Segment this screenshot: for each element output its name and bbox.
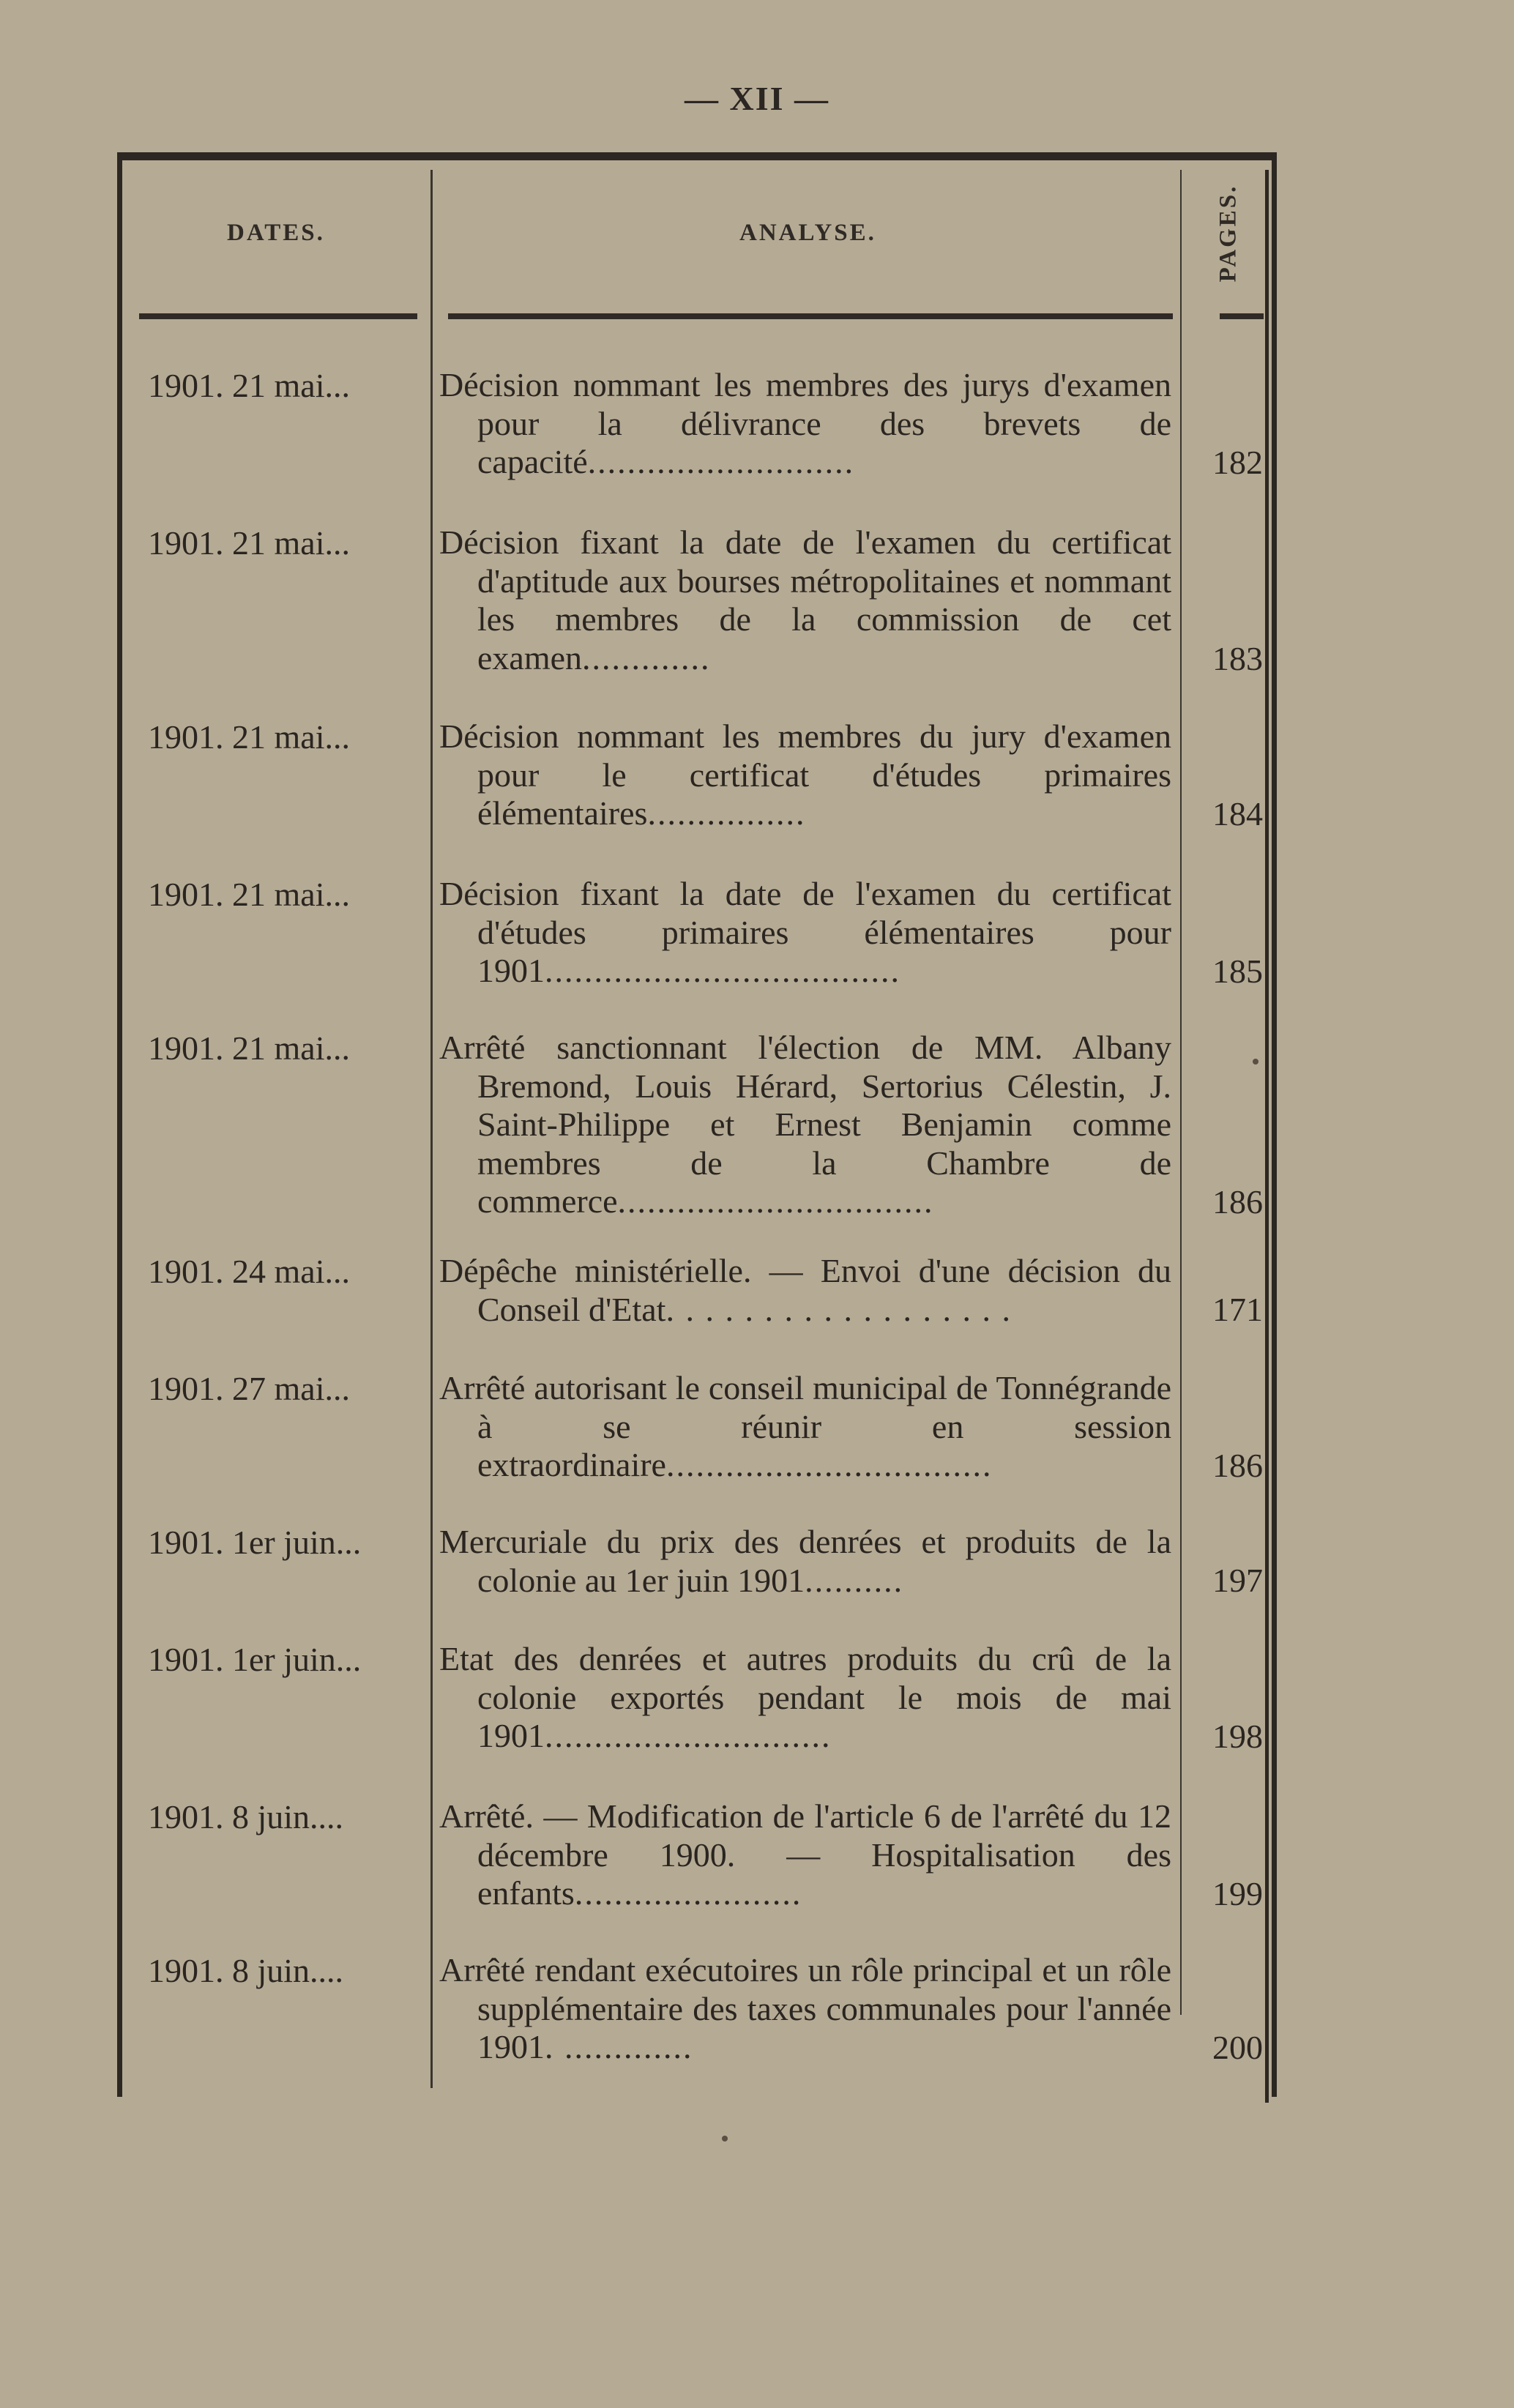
- header-dates: DATES.: [227, 220, 325, 246]
- entry-leaders: ..........: [805, 1561, 904, 1599]
- entry-page: 184: [1212, 795, 1263, 832]
- entry-page: 186: [1212, 1183, 1263, 1220]
- header-rule-pages: [1220, 313, 1264, 319]
- entry-analysis: [439, 1029, 1171, 1221]
- entry-page: 183: [1212, 640, 1263, 677]
- entry-analysis: [439, 523, 1171, 677]
- entry-date: 1901. 27 mai...: [148, 1370, 350, 1407]
- ink-speck: [722, 2136, 728, 2142]
- entry-text: Arrêté rendant exécutoires un rôle principal et un rôle supplémentaire des taxes communales pour l'année 1901: [439, 1951, 1171, 2065]
- entry-date: 1901. 21 mai...: [148, 1029, 350, 1067]
- entry-date: 1901. 1er juin...: [148, 1524, 362, 1561]
- entry-text: Dépêche ministérielle. — Envoi d'une décision du Conseil d'Etat: [439, 1252, 1171, 1328]
- entry-leaders: .......................: [574, 1874, 802, 1912]
- entry-leaders: .............................: [545, 1717, 832, 1754]
- column-divider-dates: [430, 170, 433, 2088]
- entry-leaders: ....................................: [545, 952, 900, 989]
- entry-text: Etat des denrées et autres produits du crû de la colonie exportés pendant le mois de mai 1901: [439, 1640, 1171, 1754]
- entry-text: Mercuriale du prix des denrées et produits de la colonie au 1er juin 1901: [439, 1523, 1171, 1599]
- entry-page: 185: [1212, 953, 1263, 990]
- entry-page: 182: [1212, 444, 1263, 481]
- entry-date: 1901. 21 mai...: [148, 718, 350, 756]
- entry-leaders: ................................: [617, 1182, 934, 1220]
- page-folio: — XII —: [684, 80, 830, 117]
- entry-page: 198: [1212, 1718, 1263, 1755]
- column-divider-analyse: [1180, 170, 1182, 2015]
- entry-text: Décision nommant les membres du jury d'examen pour le certificat d'études primaires élémentaires: [439, 717, 1171, 832]
- entry-leaders: . .............: [545, 2028, 693, 2065]
- entry-text: Arrêté autorisant le conseil municipal de Tonnégrande à se réunir en session extraordinaire: [439, 1369, 1171, 1483]
- entry-analysis: [439, 366, 1171, 482]
- header-rule-dates: [139, 313, 417, 319]
- entry-leaders: ................: [647, 794, 806, 832]
- entry-date: 1901. 24 mai...: [148, 1253, 350, 1290]
- entry-page: 197: [1212, 1562, 1263, 1599]
- entry-analysis: [439, 1951, 1171, 2067]
- entry-date: 1901. 21 mai...: [148, 524, 350, 562]
- entry-page: 186: [1212, 1447, 1263, 1484]
- entry-text: Décision fixant la date de l'examen du certificat d'aptitude aux bourses métropolitaines et nommant les membres de la commission de cet examen: [439, 523, 1171, 676]
- entry-leaders: ...........................: [587, 443, 855, 480]
- entry-analysis: [439, 1640, 1171, 1756]
- column-divider-pages: [1265, 170, 1269, 2103]
- entry-date: 1901. 8 juin....: [148, 1952, 344, 1989]
- entry-text: Décision fixant la date de l'examen du certificat d'études primaires élémentaires pour 1901: [439, 875, 1171, 989]
- entry-analysis: [439, 717, 1171, 833]
- entry-analysis: [439, 1797, 1171, 1913]
- entry-text: Arrêté sanctionnant l'élection de MM. Albany Bremond, Louis Hérard, Sertorius Célestin, J. Saint-Philippe et Ernest Benjamin comme membres de la Chambre de commerce: [439, 1029, 1171, 1220]
- entry-leaders: .................................: [665, 1446, 993, 1483]
- entry-leaders: . . . . . . . . . . . . . . . . . .: [665, 1290, 1012, 1328]
- entry-analysis: [439, 1369, 1171, 1485]
- ink-speck: [1253, 1059, 1258, 1065]
- entry-date: 1901. 21 mai...: [148, 367, 350, 404]
- entry-date: 1901. 21 mai...: [148, 876, 350, 913]
- entry-date: 1901. 8 juin....: [148, 1798, 344, 1835]
- header-analyse: ANALYSE.: [739, 220, 876, 246]
- entry-analysis: [439, 1523, 1171, 1600]
- entry-page: 199: [1212, 1875, 1263, 1912]
- entry-analysis: [439, 1252, 1171, 1329]
- entry-leaders: .............: [582, 638, 711, 676]
- entry-text: Arrêté. — Modification de l'article 6 de l'arrêté du 12 décembre 1900. — Hospitalisation des enfants: [439, 1797, 1171, 1912]
- entry-analysis: [439, 875, 1171, 991]
- entry-page: 200: [1212, 2029, 1263, 2066]
- entry-text: Décision nommant les membres des jurys d'examen pour la délivrance des brevets de capacité: [439, 366, 1171, 480]
- header-pages: PAGES.: [1215, 184, 1242, 283]
- entry-date: 1901. 1er juin...: [148, 1641, 362, 1678]
- header-rule-analyse: [448, 313, 1173, 319]
- entry-page: 171: [1212, 1291, 1263, 1328]
